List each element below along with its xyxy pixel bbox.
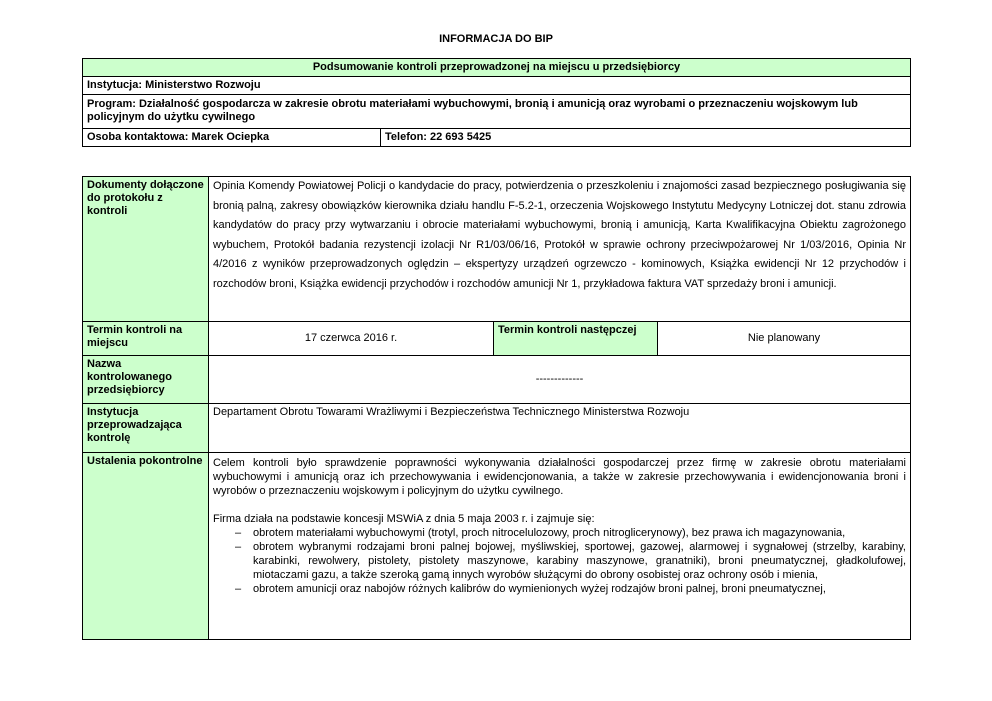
next-date-value: Nie planowany bbox=[658, 322, 911, 356]
program-row: Program: Działalność gospodarcza w zakresie obrotu materiałami wybuchowymi, bronią i amunicją oraz wyrobami o przeznaczeniu wojskowym lub policyjnym do użytku cywilnego bbox=[83, 95, 911, 129]
date-value: 17 czerwca 2016 r. bbox=[209, 322, 494, 356]
findings-paragraph-2: Firma działa na podstawie koncesji MSWiA z dnia 5 maja 2003 r. i zajmuje się: bbox=[213, 513, 595, 525]
details-table bbox=[82, 176, 911, 640]
summary-header: Podsumowanie kontroli przeprowadzonej na miejscu u przedsiębiorcy bbox=[83, 59, 911, 77]
list-item: – obrotem materiałami wybuchowymi (trotyl, proch nitrocelulozowy, proch nitroglicerynowy), bez prawa ich magazynowania, bbox=[235, 527, 846, 539]
list-item: – obrotem wybranymi rodzajami broni palnej bojowej, myśliwskiej, sportowej, gazowej, alarmowej i sygnałowej (strzelby, karabiny, karabinki, rewolwery, pistolety, pistolety maszynowe, karabiny maszynowe, granatniki), broni pneumatycznej, gładkolufowej, miotaczami gazu, a także szeroką gamą innych wyrobów służącymi do obrony osobistej oraz ochrony osób i mienia, bbox=[235, 541, 906, 581]
dash-bullet: – bbox=[235, 583, 242, 595]
company-value: ------------- bbox=[209, 356, 911, 404]
documents-text: Opinia Komendy Powiatowej Policji o kandydacie do pracy, potwierdzenia o przeszkoleniu i znajomości zasad bezpiecznego posługiwania się bronią palną, zakresy obowiązków kierownika działu handlu F-5.2-1, orzeczenia Wojskowego Instytutu Medycyny Lotniczej dot. stanu zdrowia kandydatów do pracy przy wytwarzaniu i obrocie materiałami wybuchowymi, bronią i amunicją, Karta Kwalifikacyjna Obiektu zagrożonego wybuchem, Protokół badania rezystencji izolacji Nr R1/03/06/16, Protokół w sprawie ochrony przeciwpożarowej Nr 1/03/2016, Opinia Nr 4/2016 z wyników przeprowadzonych oględzin – ekspertyzy urządzeń ogrzewczo - kominowych, Książka ewidencji Nr 12 przychodów i rozchodów broni, Książka ewidencji przychodów i rozchodów amunicji Nr 1, przykładowa faktura VAT sprzedaży broni i amunicji. bbox=[209, 177, 911, 322]
next-date-label: Termin kontroli następczej bbox=[494, 322, 658, 356]
findings-list bbox=[213, 526, 906, 596]
date-label: Termin kontroli na miejscu bbox=[83, 322, 209, 356]
institution-row: Instytucja: Ministerstwo Rozwoju bbox=[83, 77, 911, 95]
list-item: – obrotem amunicji oraz nabojów różnych kalibrów do wymienionych wyżej rodzajów broni palnej, broni pneumatycznej, bbox=[235, 583, 826, 595]
inspecting-institution-value: Departament Obrotu Towarami Wrażliwymi i Bezpieczeństwa Technicznego Ministerstwa Rozwoju bbox=[209, 404, 911, 453]
findings-label: Ustalenia pokontrolne bbox=[83, 453, 209, 640]
summary-table bbox=[82, 58, 911, 147]
documents-label: Dokumenty dołączone do protokołu z kontroli bbox=[83, 177, 209, 322]
document-title: INFORMACJA DO BIP bbox=[439, 33, 553, 45]
findings-paragraph-1: Celem kontroli było sprawdzenie poprawności wykonywania działalności gospodarczej przez firmę w zakresie obrotu materiałami wybuchowymi i amunicją oraz ich przechowywania i ewidencjonowania, a także w zakresie przechowywania i ewidencjonowania broni i wyrobów o przeznaczeniu wojskowym i policyjnym do użytku cywilnego. bbox=[213, 457, 906, 497]
inspecting-institution-label: Instytucja przeprowadzająca kontrolę bbox=[83, 404, 209, 453]
findings-cell bbox=[209, 453, 911, 640]
company-label: Nazwa kontrolowanego przedsiębiorcy bbox=[83, 356, 209, 404]
dash-bullet: – bbox=[235, 527, 242, 539]
contact-person: Osoba kontaktowa: Marek Ociepka bbox=[83, 129, 381, 147]
contact-phone: Telefon: 22 693 5425 bbox=[381, 129, 911, 147]
dash-bullet: – bbox=[235, 541, 242, 553]
